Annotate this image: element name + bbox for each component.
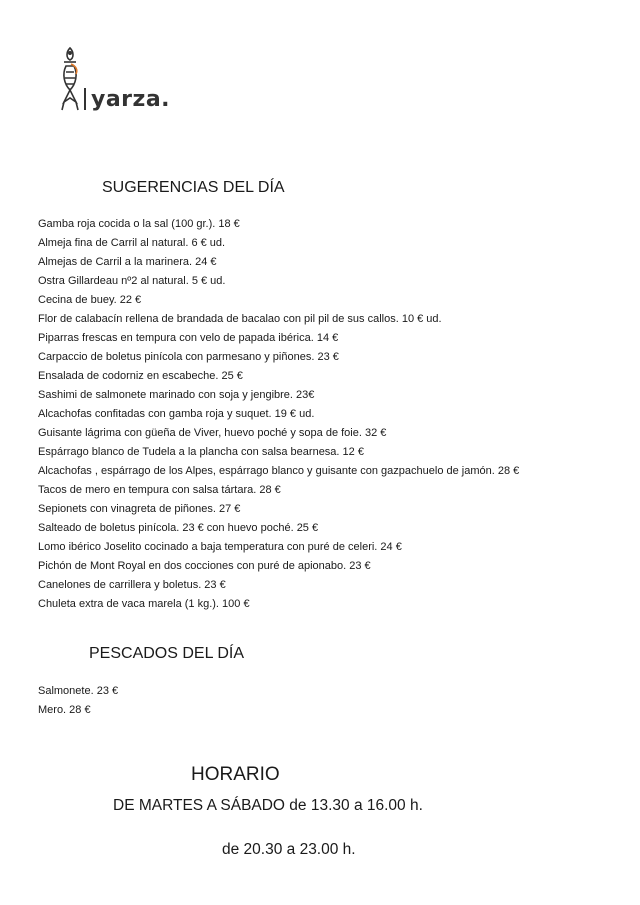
horario-title: HORARIO: [191, 764, 280, 785]
list-item: Ensalada de codorniz en escabeche. 25 €: [38, 370, 243, 382]
list-item: Tacos de mero en tempura con salsa tártara. 28 €: [38, 484, 281, 496]
list-item: Sepionets con vinagreta de piñones. 27 €: [38, 503, 241, 515]
list-item: Almejas de Carril a la marinera. 24 €: [38, 256, 217, 268]
sugerencias-title: SUGERENCIAS DEL DÍA: [102, 179, 285, 196]
list-item: Lomo ibérico Joselito cocinado a baja temperatura con puré de celeri. 24 €: [38, 541, 402, 553]
list-item: Sashimi de salmonete marinado con soja y jengibre. 23€: [38, 389, 315, 401]
list-item: Gamba roja cocida o la sal (100 gr.). 18 €: [38, 218, 240, 230]
list-item: Espárrago blanco de Tudela a la plancha con salsa bearnesa. 12 €: [38, 446, 364, 458]
list-item: Flor de calabacín rellena de brandada de bacalao con pil pil de sus callos. 10 € ud.: [38, 313, 442, 325]
list-item: Canelones de carrillera y boletus. 23 €: [38, 579, 226, 591]
list-item: Salmonete. 23 €: [38, 685, 119, 697]
list-item: Almeja fina de Carril al natural. 6 € ud.: [38, 237, 226, 249]
list-item: Mero. 28 €: [38, 704, 91, 716]
list-item: Salteado de boletus pinícola. 23 € con huevo poché. 25 €: [38, 522, 319, 534]
list-item: Piparras frescas en tempura con velo de papada ibérica. 14 €: [38, 332, 339, 344]
list-item: Alcachofas , espárrago de los Alpes, espárrago blanco y guisante con gazpachuelo de jamón. 28 €: [38, 465, 520, 477]
list-item: Ostra Gillardeau nº2 al natural. 5 € ud.: [38, 275, 226, 287]
list-item: Cecina de buey. 22 €: [38, 294, 142, 306]
horario-line-1: DE MARTES A SÁBADO de 13.30 a 16.00 h.: [113, 797, 423, 814]
horario-line-2: de 20.30 a 23.00 h.: [222, 841, 356, 858]
list-item: Carpaccio de boletus pinícola con parmesano y piñones. 23 €: [38, 351, 339, 363]
list-item: Guisante lágrima con güeña de Viver, huevo poché y sopa de foie. 32 €: [38, 427, 387, 439]
list-item: Chuleta extra de vaca marela (1 kg.). 100 €: [38, 598, 250, 610]
pescados-list: [38, 682, 118, 720]
list-item: Alcachofas confitadas con gamba roja y suquet. 19 € ud.: [38, 408, 315, 420]
logo-divider: [84, 88, 86, 110]
sugerencias-list: [38, 215, 519, 614]
logo-wordmark: yarza.: [91, 87, 171, 112]
pescados-title: PESCADOS DEL DÍA: [89, 645, 245, 662]
list-item: Pichón de Mont Royal en dos cocciones con puré de apionabo. 23 €: [38, 560, 371, 572]
